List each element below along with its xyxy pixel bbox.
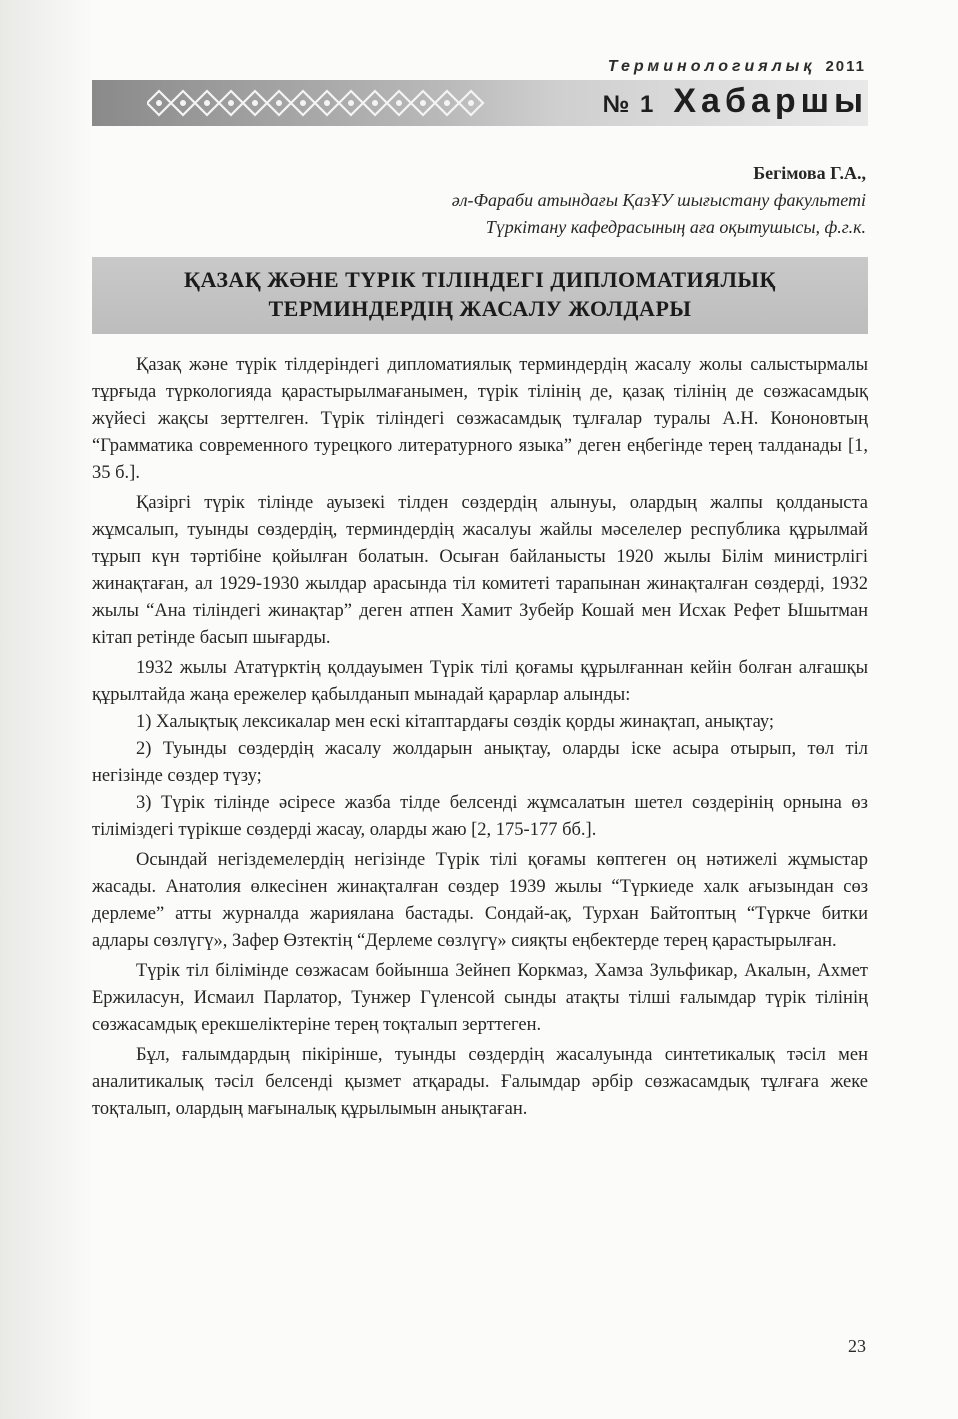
- author-block: [452, 160, 866, 241]
- paragraph: Қазіргі түрік тілінде ауызекі тілден сөздердің алынуы, олардың жалпы қолданыста жұмсалып, туынды сөздердің, терминдердің жасалуы жайлы мәселелер республика құрылмай тұрып күн тәртібіне қойылған болатын. Осыған байланысты 1920 жылы Білім министрлігі жинақтаған, ал 1929-1930 жылдар арасында тіл комитеті тарапынан жинақталған сөздерді, 1932 жылы “Ана тіліндегі жинақтар” деген атпен Хамит Зубейр Кошай мен Исхак Рефет Ышытман кітап ретінде басып шығарды.: [92, 493, 868, 648]
- page-binding-shadow: [0, 0, 92, 1419]
- paragraph: Қазақ және түрік тілдеріндегі дипломатиялық терминдердің жасалу жолы салыстырмалы тұрғыда түркологияда қарастырылмағанымен, түрік тілінің де, қазақ тілінің де сөзжасамдық жүйесі жақсы зерттелген. Түрік тіліндегі сөзжасамдық тұлғалар туралы А.Н. Кононовтың “Грамматика современного турецкого литературного языка” деген еңбегінде терең талданады [1, 35 б.].: [92, 355, 868, 483]
- paragraph: Осындай негіздемелердің негізінде Түрік тілі қоғамы көптеген оң нәтижелі жұмыстар жасады. Анатолия өлкесінен жинақталған сөздер 1939 жылы “Түркиеде халк ағызындан сөз дерлеме” атты журналда жариялана бастады. Сондай-ақ, Турхан Байтоптың “Түркче битки адлары сөзлүгү», Зафер Өзтектің “Дерлеме сөзлүгү» сияқты еңбектерде терең қарастырылған.: [92, 850, 868, 951]
- banner-title: [603, 82, 868, 121]
- paragraph: Бұл, ғалымдардың пікірінше, туынды сөздердің жасалуында синтетикалық тәсіл мен аналитикалық тәсіл белсенді қызмет атқарады. Ғалымдар әрбір сөзжасамдық тұлғаға жеке тоқталып, олардың мағыналық құрылымын анықтаған.: [92, 1045, 868, 1119]
- title-line-1: ҚАЗАҚ ЖӘНЕ ТҮРІК ТІЛІНДЕГІ ДИПЛОМАТИЯЛЫҚ: [184, 267, 776, 292]
- page-number: 23: [848, 1336, 866, 1356]
- journal-word: Терминологиялық: [607, 58, 816, 75]
- title-line-2: ТЕРМИНДЕРДІҢ ЖАСАЛУ ЖОЛДАРЫ: [268, 296, 692, 321]
- journal-year: 2011: [825, 58, 866, 75]
- author-affiliation-1: әл-Фараби атындағы ҚазҰУ шығыстану факультеті: [451, 190, 866, 210]
- journal-name: Хабаршы: [673, 82, 868, 120]
- author-affiliation-2: Түркітану кафедрасының аға оқытушысы, ф.г.к.: [485, 217, 866, 237]
- paragraph: 1932 жылы Ататүрктің қолдауымен Түрік тілі қоғамы құрылғаннан кейін болған алғашқы құрылтайда жаңа ережелер қабылданып мынадай қарарлар алынды:: [92, 658, 868, 705]
- article-body: [92, 352, 868, 1123]
- header-banner: [92, 80, 868, 126]
- article-title: [92, 257, 868, 334]
- list-item: 2) Туынды сөздердің жасалу жолдарын анықтау, оларды іске асыра отырып, төл тіл негізінде сөздер түзу;: [92, 739, 868, 786]
- author-name: Бегімова Г.А.,: [753, 163, 866, 183]
- list-item: 1) Халықтық лексикалар мен ескі кітаптардағы сөздік қорды жинақтап, анықтау;: [136, 712, 774, 732]
- journal-header-line: [608, 58, 866, 76]
- paragraph: Түрік тіл білімінде сөзжасам бойынша Зейнеп Коркмаз, Хамза Зульфикар, Акалын, Ахмет Ержиласун, Исмаил Парлатор, Тунжер Гүленсой сынды атақты тілші ғалымдар түрік тілінің сөзжасамдық ерекшеліктеріне терең тоқталып зерттеген.: [92, 961, 868, 1035]
- list-item: 3) Түрік тілінде әсіресе жазба тілде белсенді жұмсалатын шетел сөздерінің орнына өз тіліміздегі түрікше сөздерді жасау, оларды жаю [2, 175-177 бб.].: [92, 793, 868, 840]
- ornament-icon: [147, 84, 487, 122]
- issue-number: № 1: [602, 91, 656, 118]
